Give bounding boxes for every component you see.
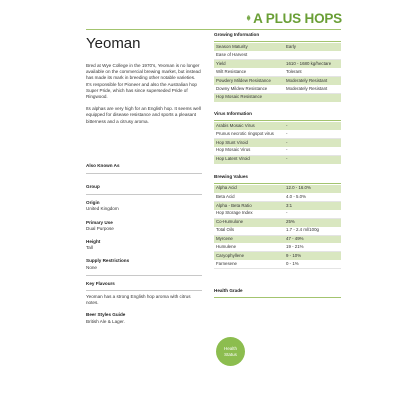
brand-name: A PLUS HOPS <box>253 10 342 26</box>
row-value: - <box>284 130 341 138</box>
right-column <box>214 31 341 299</box>
header-divider <box>86 29 341 30</box>
row-key: Co-Humulone <box>214 218 284 226</box>
table-row <box>214 147 341 155</box>
row-value: Moderately Resistant <box>284 77 341 85</box>
table-row <box>214 201 341 209</box>
virus-information-table <box>214 122 341 164</box>
page-title: Yeoman <box>86 35 141 52</box>
row-key: Farnesene <box>214 260 284 268</box>
row-value: 3:1 <box>284 201 341 209</box>
row-key: Hop Latent Viroid <box>214 155 284 163</box>
table-row <box>214 43 341 51</box>
table-row <box>214 227 341 235</box>
row-value: - <box>284 147 341 155</box>
row-key: Yield <box>214 60 284 68</box>
also-known-as-label: Also Known As <box>86 162 120 168</box>
row-value: 19 - 21% <box>284 243 341 251</box>
brewing-values-title: Brewing Values <box>214 173 341 184</box>
group-label: Group <box>86 184 100 190</box>
growing-information-table <box>214 43 341 102</box>
row-key: Total Oils <box>214 227 284 235</box>
table-row <box>214 139 341 147</box>
row-value: - <box>284 155 341 163</box>
table-row <box>214 185 341 193</box>
row-value: 12.0 - 16.0% <box>284 185 341 193</box>
table-row <box>214 193 341 201</box>
row-key: Hop Stunt Viroid <box>214 139 284 147</box>
table-row <box>214 210 341 218</box>
divider <box>86 290 202 291</box>
primary-use-value: Dual Purpose <box>86 225 114 231</box>
table-row <box>214 243 341 251</box>
row-key: Beta Acid <box>214 193 284 201</box>
beer-styles-label: Beer Styles Guide <box>86 312 126 318</box>
row-key: Prunus necrotic ringspot virus <box>214 130 284 138</box>
row-value: 25% <box>284 218 341 226</box>
row-key: Arabis Mosaic Virus <box>214 122 284 130</box>
intro-paragraph: Its alphas are very high for an English hop. It seems well equipped for disease resistance and sports a pleasant bitterness and a citrusy aroma. <box>86 106 201 124</box>
row-value: 47 - 49% <box>284 235 341 243</box>
table-row <box>214 77 341 85</box>
row-key: Alpha Acid <box>214 185 284 193</box>
row-key: Downy Mildew Resistance <box>214 85 284 93</box>
row-key: Hop Storage Index <box>214 210 284 218</box>
row-key: Ease of Harvest <box>214 51 284 59</box>
key-flavours-label: Key Flavours <box>86 280 115 286</box>
row-value: 9 - 10% <box>284 252 341 260</box>
row-value: - <box>284 210 341 218</box>
row-key: Hop Mosaic Virus <box>214 147 284 155</box>
row-value: 4.0 - 5.0% <box>284 193 341 201</box>
row-key: Season Maturity <box>214 43 284 51</box>
table-row <box>214 260 341 268</box>
row-value: - <box>284 122 341 130</box>
brewing-values-table <box>214 185 341 269</box>
supply-restrictions-value: None <box>86 264 97 270</box>
table-row <box>214 60 341 68</box>
beer-styles-value: British Ale & Lager. <box>86 318 125 324</box>
table-row <box>214 93 341 101</box>
table-row <box>214 68 341 76</box>
health-status-badge <box>216 337 245 366</box>
row-value: 0 - 1% <box>284 260 341 268</box>
brand-logo <box>246 8 342 28</box>
table-row <box>214 155 341 163</box>
table-row <box>214 235 341 243</box>
row-value <box>284 51 341 59</box>
divider <box>86 194 202 195</box>
row-key: Hop Mosaic Resistance <box>214 93 284 101</box>
row-key: Caryophyllene <box>214 252 284 260</box>
row-key: Alpha - Beta Ratio <box>214 201 284 209</box>
height-value: Tall <box>86 245 93 251</box>
row-value: 1.7 - 2.4 ml/100g <box>284 227 341 235</box>
table-row <box>214 51 341 59</box>
origin-label: Origin <box>86 200 100 206</box>
origin-value: United Kingdom <box>86 206 119 212</box>
badge-line: Health <box>223 346 237 351</box>
row-value: Moderately Resistant <box>284 85 341 93</box>
growing-information-title: Growing Information <box>214 31 341 42</box>
row-key: Wilt Resistance <box>214 68 284 76</box>
table-row <box>214 218 341 226</box>
table-row <box>214 122 341 130</box>
supply-restrictions-label: Supply Restrictions <box>86 258 130 264</box>
row-value: Early <box>284 43 341 51</box>
divider <box>86 275 202 276</box>
row-key: Humulene <box>214 243 284 251</box>
key-flavours-value: Yeoman has a strong English hop aroma with citrus notes. <box>86 294 191 306</box>
divider <box>86 173 202 174</box>
table-row <box>214 130 341 138</box>
intro-paragraph: Bred at Wye College in the 1970's, Yeoman is no longer available on the commercial brewing market, but instead has made its mark in breeding other notable varieties. It's responsible for Pioneer and also the Australian hop Super Pride, which has since superseded Pride of Ringwood. <box>86 63 201 100</box>
row-value: - <box>284 139 341 147</box>
table-row <box>214 85 341 93</box>
row-key: Powdery Mildew Resistance <box>214 77 284 85</box>
primary-use-label: Primary Use <box>86 219 113 225</box>
row-key: Myrcene <box>214 235 284 243</box>
health-grade-title: Health Grade <box>214 287 341 298</box>
badge-line: Status <box>224 351 237 357</box>
table-row <box>214 252 341 260</box>
height-label: Height <box>86 239 101 245</box>
left-column <box>86 63 202 325</box>
hop-cone-icon <box>246 10 251 26</box>
row-value: 1610 - 1680 kg/hectare <box>284 60 341 68</box>
row-value: Tolerant <box>284 68 341 76</box>
row-value <box>284 93 341 101</box>
virus-information-title: Virus Information <box>214 110 341 121</box>
